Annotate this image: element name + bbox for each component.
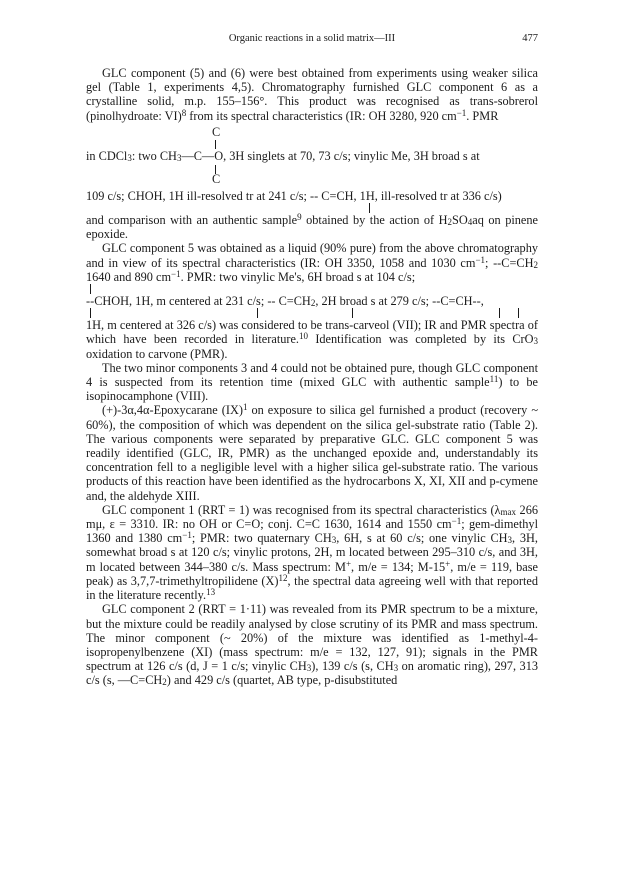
- paragraph-component-1: GLC component 1 (RRT = 1) was recognised from its spectral characteristics (λmax 266 mμ, ε = 3310. IR: no OH or C=O; conj. C=C 1630, 1614 and 1550 $cm^{-1}$; gem-dimethyl 1360 and 1380 $cm^{-1}$; PMR: two quaternary CH3, 6H, s at 60 c/s; one vinylic CH3, 3H, somewhat broad s at 120 c/s; vinylic protons, 2H, m located between 295–310 c/s, and 3H, m located between 344–380 c/s. Mass spectrum: M+, m/e = 134; M-15+, m/e = 119, base peak) as 3,7,7-trimethyltropilidene $(X)^{12}$, the spectral data agreeing well with that reported in the literature recently.$^{13}$: [86, 502, 538, 603]
- page-header: [0, 33, 624, 49]
- paragraph-carveol: GLC component 5 was obtained as a liquid (90% pure) from the above chromatography and in view of its spectral characteristics (IR: OH 3350, 1058 and 1030 $cm^{-1}$; --C=CH2 1640 and 890 $cm^{-1}$. PMR: two vinylic Me's, 6H broad s at 104 c/s;: [86, 241, 539, 284]
- structure-formula: [86, 125, 538, 185]
- paragraph-epoxycarane: (+)-3α,4α-Epoxycarane (IX)$^1$ on exposure to silica gel furnished a product (recovery ~ 60%), the composition of which was dependent on the silica gel-substrate ratio (Table 2). The various components were separated by preparative GLC. GLC component 5 was readily identified (GLC, IR, PMR) as the unchanged epoxide and, understandably its concentration fell to a negligible level with a higher silica gel-substrate ratio. The various products of this reaction have been identified as the hydrocarbons X, XI, XII and p-cymene and, the aldehyde XIII.: [86, 402, 538, 503]
- carbon-bottom: C: [212, 171, 221, 186]
- paragraph-sobrerol-cont: 109 c/s; CHOH, 1H ill-resolved tr at 241 c/s; -- C=CH, 1H, ill-resolved tr at 336 c/s): [86, 188, 502, 203]
- paragraph-minor-components: The two minor components 3 and 4 could not be obtained pure, though GLC component 4 is suspected from its retention time (mixed GLC with authentic sample$^{11}$) to be isopinocamphone (VIII).: [86, 360, 538, 404]
- paragraph-sobrerol: GLC component (5) and (6) were best obtained from experiments using weaker silica gel (Table 1, experiments 4,5). Chromatography furnished GLC component 6 as a crystalline solid, m.p. 155–156°. This product was recognised as trans-sobrerol (pinolhydroate: VI)$^8$ from its spectral characteristics (IR: OH 3280, 920 $cm^{-1}$. PMR: [86, 66, 538, 123]
- page-number: 477: [522, 33, 538, 44]
- pmr-line: in CDCl3: two CH3—C—O, 3H singlets at 70, 73 c/s; vinylic Me, 3H broad s at: [86, 148, 480, 163]
- paragraph-component-2: GLC component 2 (RRT = 1·11) was revealed from its PMR spectrum to be a mixture, but the mixture could be readily analysed by close scrutiny of its PMR and mass spectrum. The minor component (~ 20%) of the mixture was identified as 1-methyl-4-isopropenylbenzene (XI) (mass spectrum: m/e = 132, 127, 91); signals in the PMR spectrum at 126 c/s (d, J = 1 c/s; vinylic CH3), 139 c/s (s, CH3 on aromatic ring), 297, 313 c/s (s, —C=CH2) and 429 c/s (quartet, AB type, p-disubstituted: [86, 602, 538, 688]
- paragraph-carveol-pmr: --CHOH, 1H, m centered at 231 c/s; -- C=CH2, 2H broad s at 279 c/s; --C=CH--,: [86, 294, 484, 309]
- carbon-top: C: [212, 124, 221, 139]
- article-body: [86, 66, 538, 688]
- paragraph-carveol-end: 1H, m centered at 326 c/s) was considered to be trans-carveol (VII); IR and PMR spectra of which have been recorded in literature.$^{10}$ Identification was completed by its CrO3 oxidation to carvone (PMR).: [86, 318, 538, 361]
- running-title: Organic reactions in a solid matrix—III: [228, 33, 396, 44]
- paragraph-sobrerol-end: and comparison with an authentic sample$^9$ obtained by the action of H2SO4aq on pinene epoxide.: [86, 212, 538, 242]
